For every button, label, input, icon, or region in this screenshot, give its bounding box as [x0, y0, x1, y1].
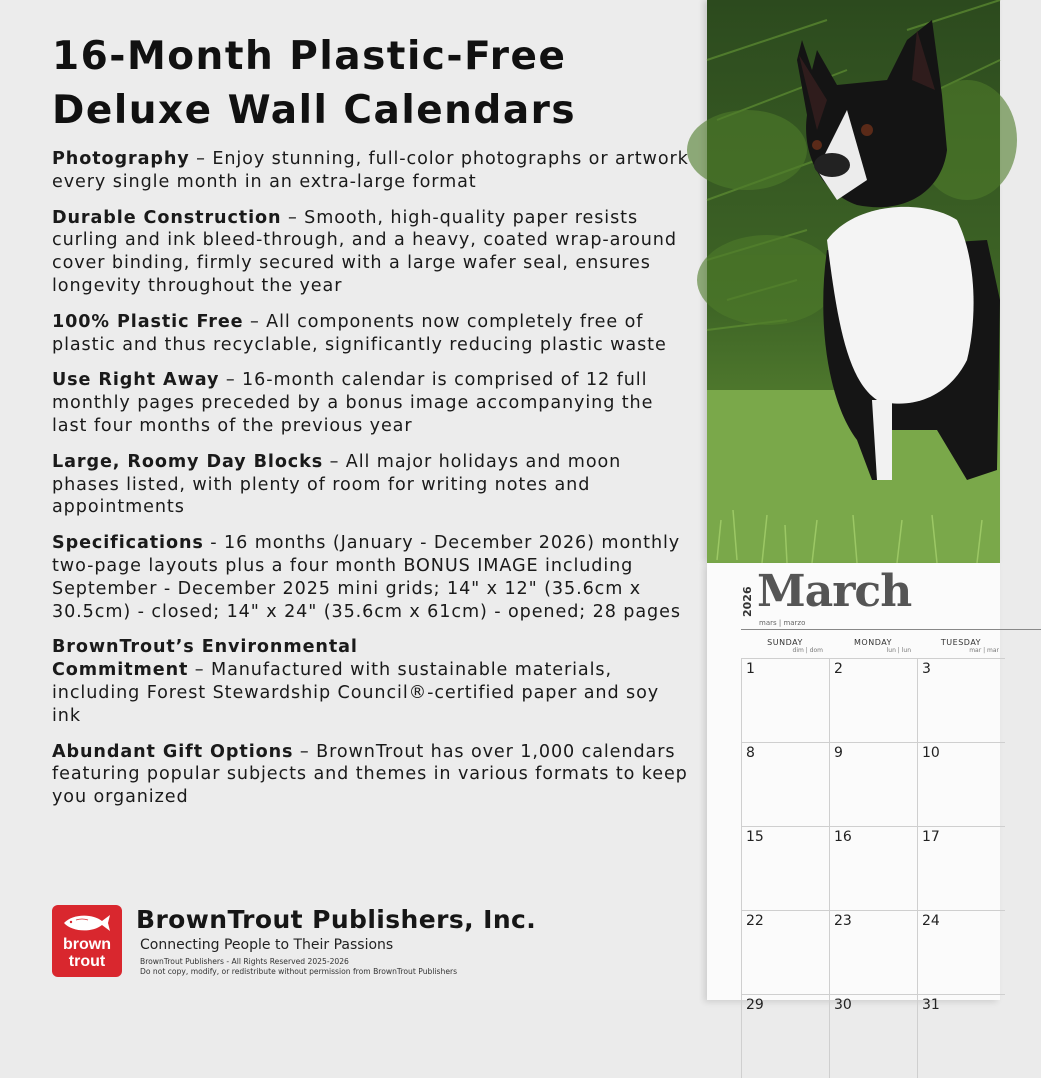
day-header-tuesday	[917, 630, 1005, 656]
feature-text: Smooth, high-quality paper resists curling and ink bleed-through, and a heavy, coated wrap-around cover binding, firmly secured with a large wafer seal, ensures longevity throughout the year	[52, 207, 677, 296]
feature-heading: Large, Roomy Day Blocks	[52, 451, 324, 472]
feature-environmental-commitment	[52, 636, 692, 727]
date-number: 1	[746, 661, 755, 677]
boston-terrier-image	[707, 0, 1000, 563]
title-line-1: 16-Month Plastic-Free	[52, 34, 567, 79]
title-line-2: Deluxe Wall Calendars	[52, 88, 577, 133]
feature-photography	[52, 148, 692, 194]
publisher-tagline: Connecting People to Their Passions	[140, 937, 394, 953]
feature-separator: –	[281, 207, 305, 228]
day-cell	[829, 658, 917, 742]
date-number: 30	[834, 997, 852, 1013]
date-number: 31	[922, 997, 940, 1013]
day-cell	[829, 994, 917, 1078]
feature-separator: –	[243, 311, 267, 332]
feature-use-right-away	[52, 369, 692, 437]
publisher-name: BrownTrout Publishers, Inc.	[136, 905, 537, 934]
feature-separator: –	[323, 451, 346, 472]
date-number: 22	[746, 913, 764, 929]
feature-heading: Photography	[52, 149, 190, 169]
feature-text: All major holidays and moon phases listed, with plenty of room for writing notes and appointments	[52, 451, 622, 518]
calendar-year: 2026	[741, 586, 754, 617]
date-number: 3	[922, 661, 931, 677]
feature-separator: –	[189, 149, 213, 169]
dog-photo	[707, 0, 1000, 563]
date-number: 17	[922, 829, 940, 845]
day-name: SUNDAY	[767, 638, 803, 647]
day-cell	[741, 994, 829, 1078]
date-number: 2	[834, 661, 843, 677]
day-cell	[829, 910, 917, 994]
feature-text: All components now completely free of plastic and thus recyclable, significantly reducing plastic waste	[52, 311, 667, 355]
feature-specifications	[52, 532, 692, 623]
day-sub: mar | mar	[969, 647, 999, 654]
day-cell	[917, 826, 1005, 910]
date-number: 29	[746, 997, 764, 1013]
feature-heading: Use Right Away	[52, 370, 220, 391]
date-number: 9	[834, 745, 843, 761]
day-name: TUESDAY	[940, 638, 982, 647]
date-number: 23	[834, 913, 852, 929]
logo-text-trout: trout	[68, 953, 106, 970]
feature-gift-options	[52, 741, 692, 809]
calendar-month: March	[757, 566, 912, 617]
day-cell	[917, 994, 1005, 1078]
browntrout-logo	[52, 905, 122, 977]
day-cell	[917, 742, 1005, 826]
page-title	[52, 30, 692, 138]
feature-separator: –	[293, 741, 317, 762]
day-sub: lun | lun	[886, 647, 911, 654]
day-name: MONDAY	[854, 638, 892, 647]
feature-heading: Specifications	[52, 533, 204, 554]
feature-heading: 100% Plastic Free	[52, 311, 244, 332]
logo-text-brown: brown	[63, 936, 111, 953]
feature-heading: Abundant Gift Options	[52, 741, 294, 762]
calendar-grid	[741, 629, 1041, 1013]
calendar-month-translation: mars | marzo	[759, 619, 806, 627]
feature-heading: Commitment	[52, 660, 189, 681]
feature-text: Enjoy stunning, full-color photographs or artwork every single month in an extra-large format	[52, 149, 689, 192]
feature-heading: Durable Construction	[52, 207, 282, 228]
day-cell	[829, 742, 917, 826]
date-number: 16	[834, 829, 852, 845]
day-sub: dim | dom	[792, 647, 823, 654]
feature-durable-construction	[52, 207, 692, 298]
date-number: 15	[746, 829, 764, 845]
day-cell	[741, 910, 829, 994]
date-number: 24	[922, 913, 940, 929]
feature-plastic-free	[52, 311, 692, 357]
feature-text: 16-month calendar is comprised of 12 full monthly pages preceded by a bonus image accompanying the last four months of the previous year	[52, 370, 654, 436]
feature-text: Manufactured with sustainable materials, including Forest Stewardship Council®-certified paper and soy ink	[52, 660, 660, 726]
date-number: 8	[746, 745, 755, 761]
day-cell	[741, 658, 829, 742]
feature-text: 16 months (January - December 2026) monthly two-page layouts plus a four month BONUS IMAGE including September - December 2025 mini grids; 14" x 12" (35.6cm x 30.5cm) - closed; 14" x 24" (35.6cm x 61cm) - opened; 28 pages	[52, 533, 681, 622]
calendar-page	[707, 563, 1000, 1013]
feature-separator: –	[188, 660, 211, 681]
copyright-notice	[140, 957, 457, 976]
feature-list	[52, 148, 692, 822]
day-header-sunday	[741, 630, 829, 656]
feature-text: BrownTrout has over 1,000 calendars featuring popular subjects and themes in various formats to keep you organized	[52, 741, 688, 808]
feature-separator: -	[203, 533, 225, 554]
feature-separator: –	[219, 370, 243, 391]
date-number: 10	[922, 745, 940, 761]
feature-heading-line-1: BrownTrout’s Environmental	[52, 637, 358, 658]
trout-fish-icon	[62, 911, 112, 935]
day-cell	[741, 826, 829, 910]
day-header-monday	[829, 630, 917, 656]
day-cell	[741, 742, 829, 826]
copyright-line-1: BrownTrout Publishers - All Rights Reserved 2025-2026	[140, 957, 349, 966]
feature-day-blocks	[52, 451, 692, 519]
day-cell	[917, 910, 1005, 994]
day-cell	[829, 826, 917, 910]
copyright-line-2: Do not copy, modify, or redistribute without permission from BrownTrout Publishers	[140, 966, 458, 976]
publisher-footer	[52, 905, 692, 985]
day-cell	[917, 658, 1005, 742]
